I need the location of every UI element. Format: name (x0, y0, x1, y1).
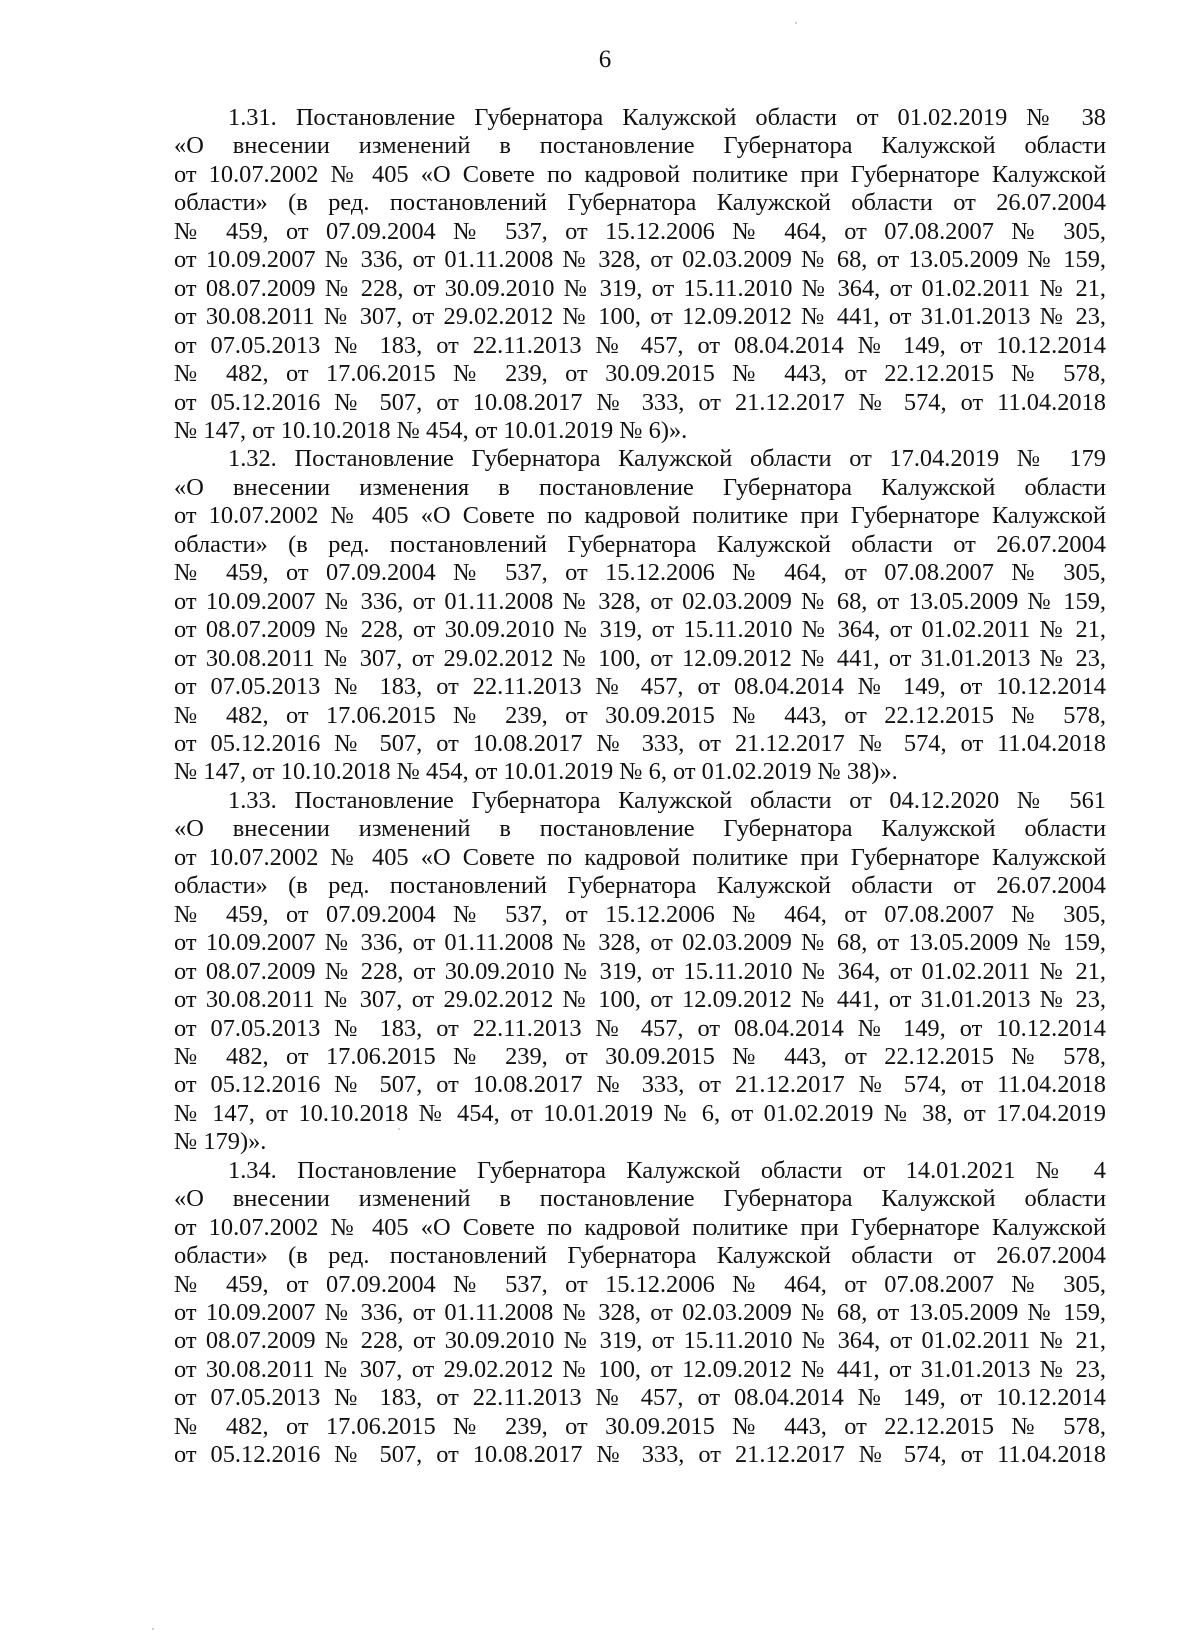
scan-artifact (152, 1628, 154, 1630)
text-line: области» (в ред. постановлений Губернатора Калужской области от 26.07.2004 (174, 189, 1106, 217)
text-line: от 05.12.2016 № 507, от 10.08.2017 № 333, от 21.12.2017 № 574, от 11.04.2018 (174, 1441, 1106, 1469)
text-line: № 147, от 10.10.2018 № 454, от 10.01.2019 № 6, от 01.02.2019 № 38)». (174, 758, 898, 786)
text-line: от 10.09.2007 № 336, от 01.11.2008 № 328, от 02.03.2009 № 68, от 13.05.2009 № 159, (174, 1299, 1106, 1327)
text-line: № 147, от 10.10.2018 № 454, от 10.01.2019 № 6, от 01.02.2019 № 38, от 17.04.2019 (174, 1099, 1106, 1127)
text-line: «О внесении изменений в постановление Губернатора Калужской области (174, 1185, 1106, 1213)
text-line: от 05.12.2016 № 507, от 10.08.2017 № 333, от 21.12.2017 № 574, от 11.04.2018 (174, 1071, 1106, 1099)
scan-artifact (398, 1128, 400, 1130)
text-line: от 10.07.2002 № 405 «О Совете по кадровой политике при Губернаторе Калужской (174, 160, 1106, 188)
text-line: от 05.12.2016 № 507, от 10.08.2017 № 333, от 21.12.2017 № 574, от 11.04.2018 (174, 729, 1106, 757)
text-line: № 459, от 07.09.2004 № 537, от 15.12.2006 № 464, от 07.08.2007 № 305, (174, 217, 1106, 245)
text-line: от 10.09.2007 № 336, от 01.11.2008 № 328, от 02.03.2009 № 68, от 13.05.2009 № 159, (174, 246, 1106, 274)
text-line: № 482, от 17.06.2015 № 239, от 30.09.2015 № 443, от 22.12.2015 № 578, (174, 1042, 1106, 1070)
text-line: № 459, от 07.09.2004 № 537, от 15.12.2006 № 464, от 07.08.2007 № 305, (174, 1270, 1106, 1298)
paragraph-1-32 (174, 445, 1106, 786)
text-line: № 459, от 07.09.2004 № 537, от 15.12.2006 № 464, от 07.08.2007 № 305, (174, 559, 1106, 587)
text-line: от 10.09.2007 № 336, от 01.11.2008 № 328, от 02.03.2009 № 68, от 13.05.2009 № 159, (174, 587, 1106, 615)
text-line: от 10.07.2002 № 405 «О Совете по кадровой политике при Губернаторе Калужской (174, 502, 1106, 530)
text-line: от 08.07.2009 № 228, от 30.09.2010 № 319, от 15.11.2010 № 364, от 01.02.2011 № 21, (174, 616, 1106, 644)
text-line: № 147, от 10.10.2018 № 454, от 10.01.2019 № 6)». (174, 416, 688, 444)
text-line: от 30.08.2011 № 307, от 29.02.2012 № 100, от 12.09.2012 № 441, от 31.01.2013 № 23, (174, 303, 1106, 331)
text-line: № 179)». (174, 1128, 267, 1156)
text-line: от 07.05.2013 № 183, от 22.11.2013 № 457, от 08.04.2014 № 149, от 10.12.2014 (174, 673, 1106, 701)
text-line: № 459, от 07.09.2004 № 537, от 15.12.2006 № 464, от 07.08.2007 № 305, (174, 900, 1106, 928)
text-line: от 08.07.2009 № 228, от 30.09.2010 № 319, от 15.11.2010 № 364, от 01.02.2011 № 21, (174, 1327, 1106, 1355)
text-line: «О внесении изменений в постановление Губернатора Калужской области (174, 815, 1106, 843)
text-line: 1.33. Постановление Губернатора Калужской области от 04.12.2020 № 561 (228, 786, 1106, 814)
text-line: «О внесении изменений в постановление Губернатора Калужской области (174, 132, 1106, 160)
text-line: от 30.08.2011 № 307, от 29.02.2012 № 100, от 12.09.2012 № 441, от 31.01.2013 № 23, (174, 1355, 1106, 1383)
text-line: от 30.08.2011 № 307, от 29.02.2012 № 100, от 12.09.2012 № 441, от 31.01.2013 № 23, (174, 644, 1106, 672)
text-line: области» (в ред. постановлений Губернатора Калужской области от 26.07.2004 (174, 1242, 1106, 1270)
text-line: «О внесении изменения в постановление Губернатора Калужской области (174, 473, 1106, 501)
text-line: от 05.12.2016 № 507, от 10.08.2017 № 333, от 21.12.2017 № 574, от 11.04.2018 (174, 388, 1106, 416)
text-line: от 10.07.2002 № 405 «О Совете по кадровой политике при Губернаторе Калужской (174, 1213, 1106, 1241)
paragraph-1-31 (174, 104, 1106, 445)
text-line: области» (в ред. постановлений Губернатора Калужской области от 26.07.2004 (174, 530, 1106, 558)
text-line: от 07.05.2013 № 183, от 22.11.2013 № 457, от 08.04.2014 № 149, от 10.12.2014 (174, 1014, 1106, 1042)
text-line: № 482, от 17.06.2015 № 239, от 30.09.2015 № 443, от 22.12.2015 № 578, (174, 701, 1106, 729)
text-line: от 30.08.2011 № 307, от 29.02.2012 № 100, от 12.09.2012 № 441, от 31.01.2013 № 23, (174, 986, 1106, 1014)
text-line: от 10.07.2002 № 405 «О Совете по кадровой политике при Губернаторе Калужской (174, 843, 1106, 871)
text-line: от 07.05.2013 № 183, от 22.11.2013 № 457, от 08.04.2014 № 149, от 10.12.2014 (174, 1384, 1106, 1412)
paragraph-1-33 (174, 787, 1106, 1157)
document-body (174, 104, 1106, 1470)
text-line: от 10.09.2007 № 336, от 01.11.2008 № 328, от 02.03.2009 № 68, от 13.05.2009 № 159, (174, 929, 1106, 957)
paragraph-1-34 (174, 1157, 1106, 1470)
text-line: области» (в ред. постановлений Губернатора Калужской области от 26.07.2004 (174, 872, 1106, 900)
text-line: 1.31. Постановление Губернатора Калужской области от 01.02.2019 № 38 (228, 104, 1106, 131)
text-line: 1.32. Постановление Губернатора Калужской области от 17.04.2019 № 179 (228, 445, 1106, 473)
text-line: 1.34. Постановление Губернатора Калужской области от 14.01.2021 № 4 (228, 1156, 1106, 1184)
page-number: 6 (598, 46, 612, 73)
text-line: от 08.07.2009 № 228, от 30.09.2010 № 319, от 15.11.2010 № 364, от 01.02.2011 № 21, (174, 957, 1106, 985)
text-line: № 482, от 17.06.2015 № 239, от 30.09.2015 № 443, от 22.12.2015 № 578, (174, 360, 1106, 388)
text-line: № 482, от 17.06.2015 № 239, от 30.09.2015 № 443, от 22.12.2015 № 578, (174, 1412, 1106, 1440)
text-line: от 07.05.2013 № 183, от 22.11.2013 № 457, от 08.04.2014 № 149, от 10.12.2014 (174, 331, 1106, 359)
scan-artifact (795, 22, 797, 24)
text-line: от 08.07.2009 № 228, от 30.09.2010 № 319, от 15.11.2010 № 364, от 01.02.2011 № 21, (174, 274, 1106, 302)
